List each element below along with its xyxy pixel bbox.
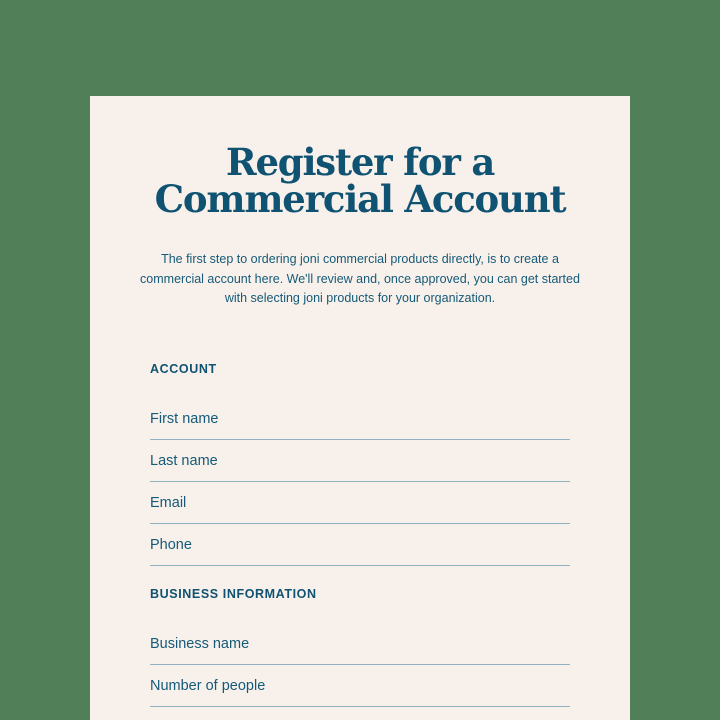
email-input[interactable] xyxy=(150,482,570,523)
email-field xyxy=(150,482,570,524)
number-of-people-field xyxy=(150,665,570,707)
business-name-input[interactable] xyxy=(150,623,570,664)
first-name-field xyxy=(150,398,570,440)
business-name-field xyxy=(150,623,570,665)
phone-field xyxy=(150,524,570,566)
page-title xyxy=(90,140,630,221)
phone-input[interactable] xyxy=(150,524,570,565)
first-name-input[interactable] xyxy=(150,398,570,439)
title-line-2: Commercial Account xyxy=(154,177,566,221)
last-name-field xyxy=(150,440,570,482)
last-name-input[interactable] xyxy=(150,440,570,481)
number-of-people-input[interactable] xyxy=(150,665,570,706)
business-section-heading: BUSINESS INFORMATION xyxy=(150,587,317,601)
title-line-1: Register for a xyxy=(225,140,495,184)
registration-card xyxy=(90,96,630,720)
account-section-heading: ACCOUNT xyxy=(150,362,217,376)
intro-text: The first step to ordering joni commercial products directly, is to create a commercial account here. We'll review and, once approved, you can get started with selecting joni products for your organization. xyxy=(140,252,580,305)
